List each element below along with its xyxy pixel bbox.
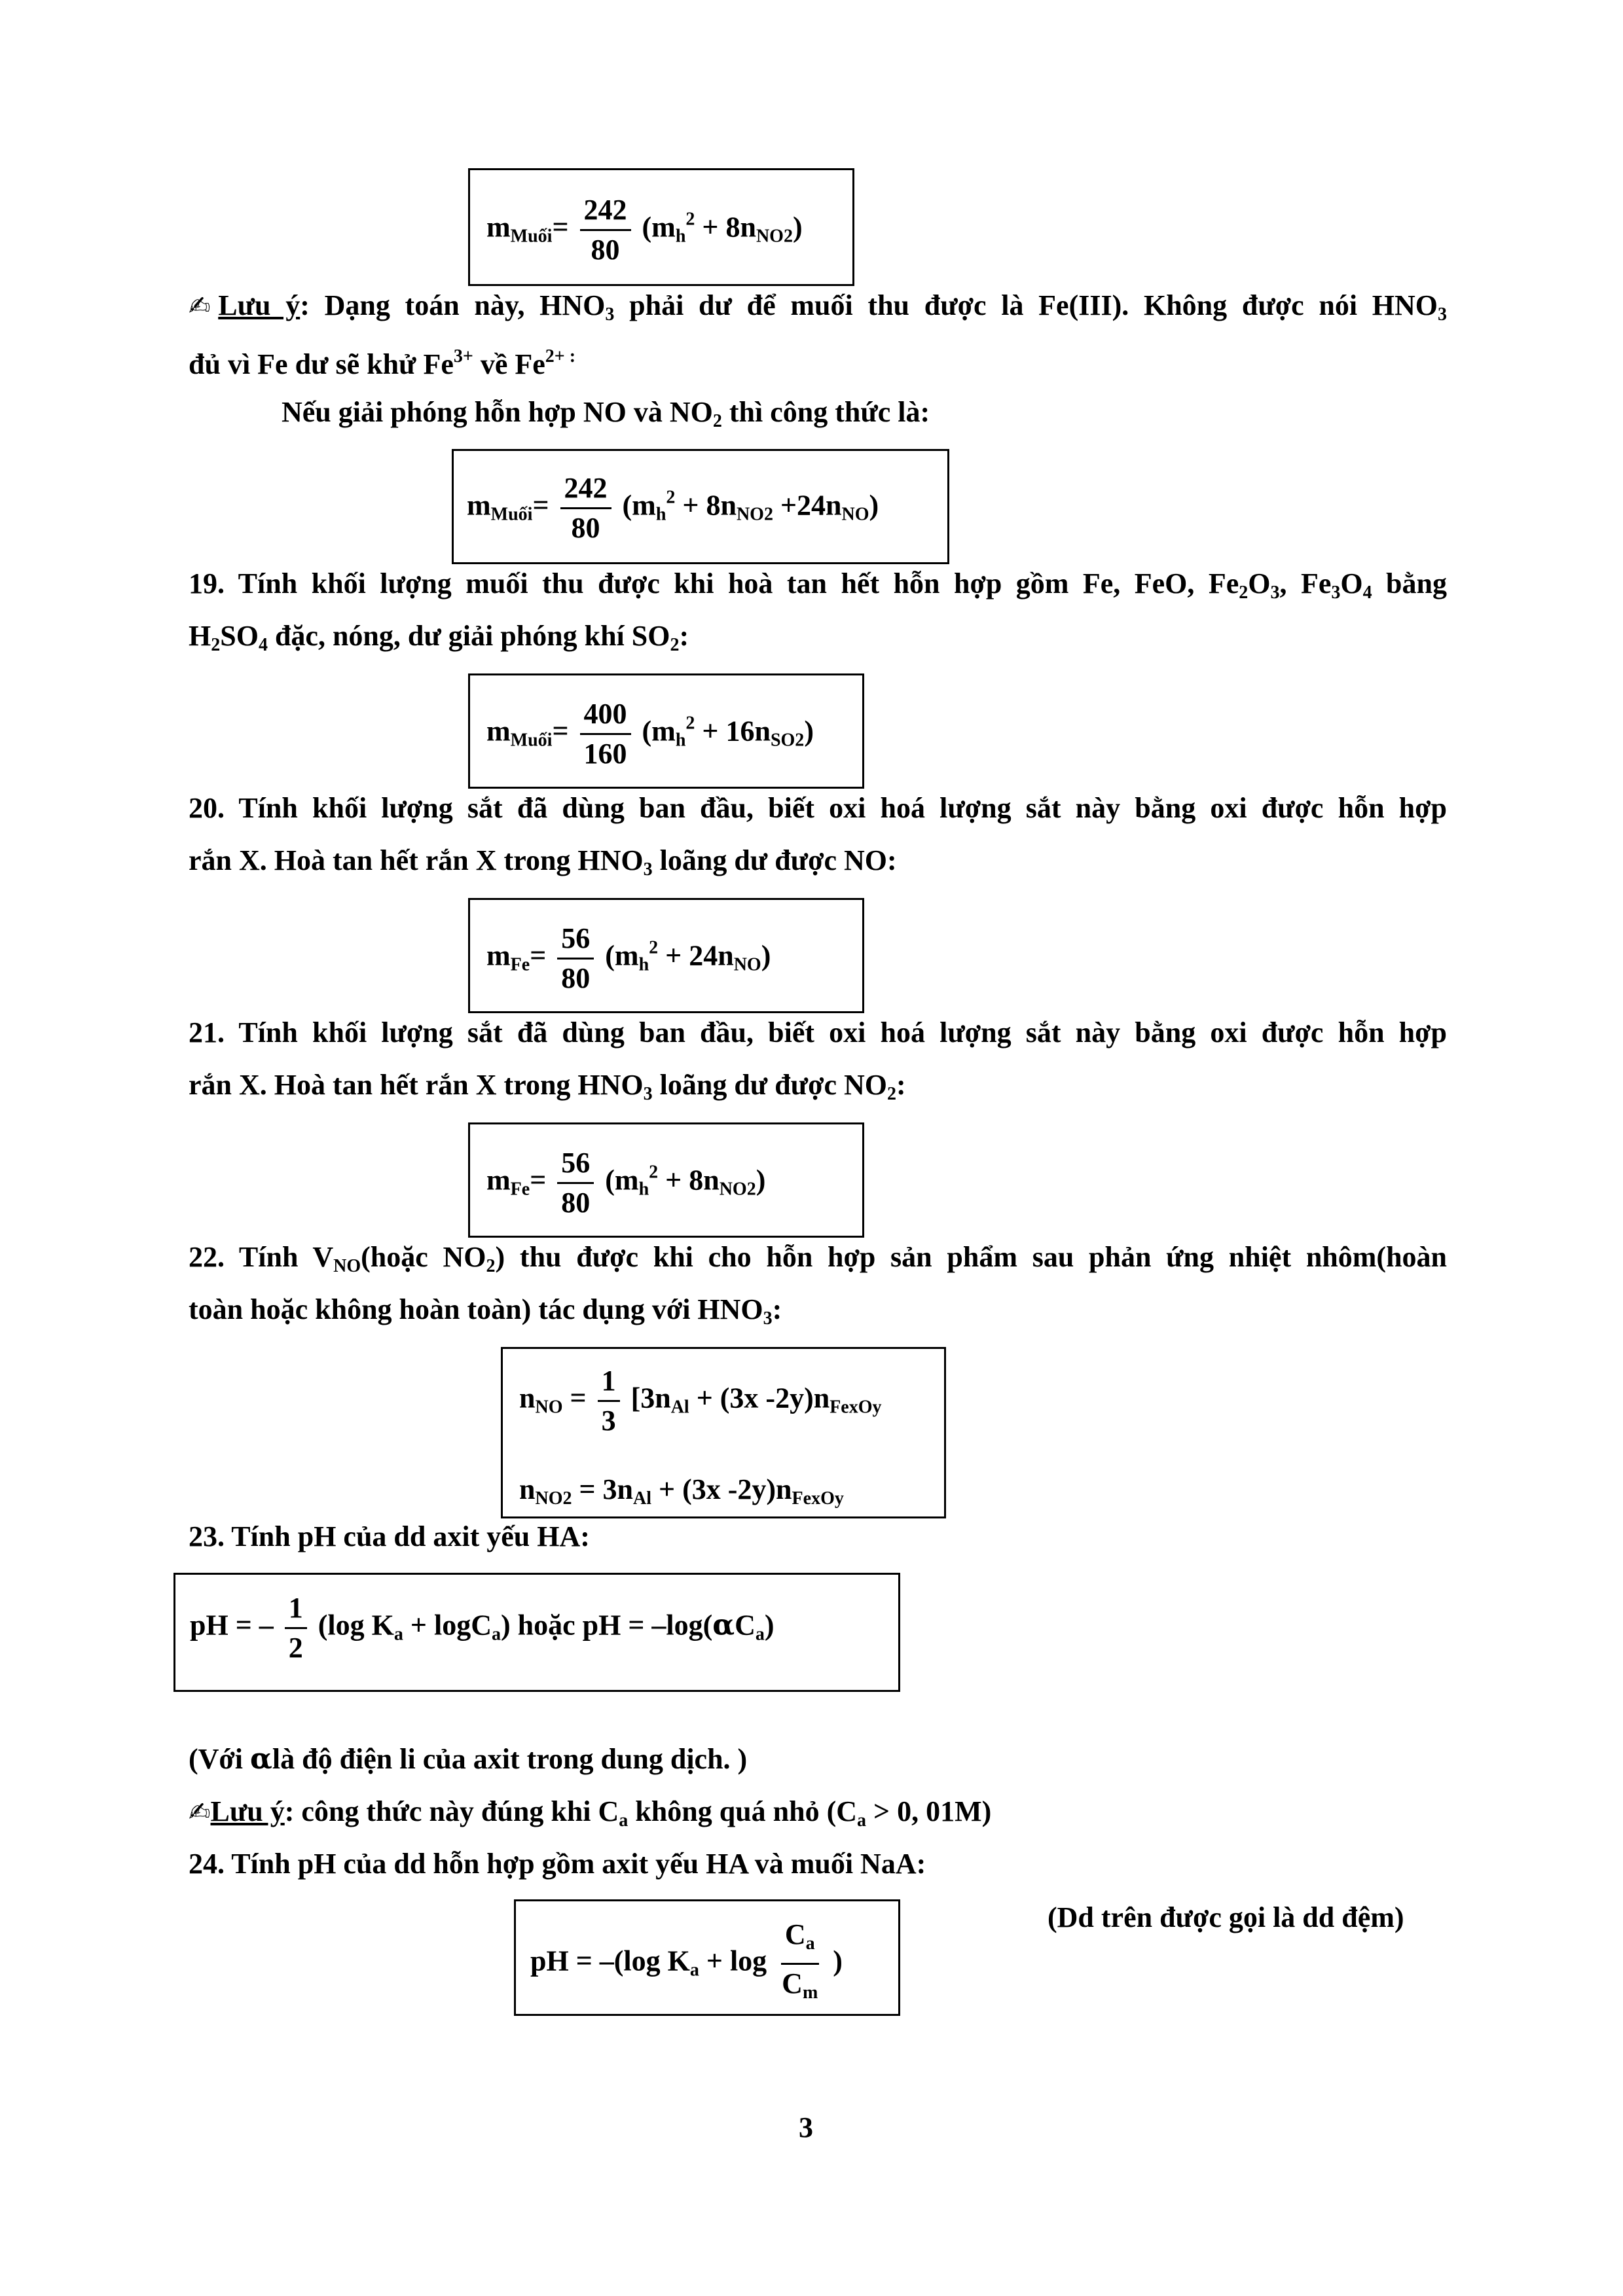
section-sub: 3	[643, 859, 653, 880]
note-text: về Fe	[473, 348, 545, 380]
section-text: toàn hoặc không hoàn toàn) tác dụng với HNO	[189, 1293, 763, 1325]
formula-text: m	[486, 939, 511, 972]
fraction-denominator: 80	[571, 512, 600, 544]
fraction-numerator: 242	[580, 191, 631, 231]
formula-text: C	[784, 1918, 806, 1950]
formula-22-row-2	[519, 1473, 844, 1515]
formula-text: =	[530, 939, 547, 972]
fraction-numerator	[781, 1916, 819, 1965]
fraction-numerator: 56	[557, 1144, 594, 1184]
section-text: bằng	[1372, 567, 1447, 600]
formula-sub: NO	[733, 954, 761, 975]
formula-text: )	[764, 1609, 775, 1641]
note-text: không quá nhỏ (C	[628, 1795, 858, 1827]
section-sub: 2	[670, 635, 680, 655]
section-20-line-2	[189, 841, 897, 889]
fraction	[580, 191, 631, 269]
formula-sub: a	[805, 1933, 815, 1954]
formula-sub: a	[755, 1624, 765, 1645]
fraction-numerator: 242	[560, 469, 611, 509]
fraction-denominator: 80	[561, 1187, 591, 1219]
formula-mix	[467, 469, 879, 547]
note-text: phải dư để muối thu được là Fe(III). Không được nói HNO	[614, 289, 1438, 321]
formula-text: n	[519, 1382, 536, 1414]
fraction-numerator: 1	[285, 1589, 307, 1629]
formula-sub: NO2	[736, 504, 773, 525]
formula-text: = 3n	[572, 1473, 634, 1505]
formula-21	[486, 1144, 765, 1222]
section-sub: 2	[1239, 583, 1249, 603]
section-23-title	[189, 1517, 590, 1556]
formula-text: + log	[699, 1945, 775, 1977]
section-text: (hoặc NO	[361, 1241, 486, 1273]
formula-text: (m	[642, 211, 676, 243]
formula-sub: a	[689, 1960, 699, 1981]
fraction	[560, 469, 611, 547]
section-text: 20. Tính khối lượng sắt đã dùng ban đầu, biết oxi hoá lượng sắt này bằng oxi được hỗn hợp	[189, 792, 1447, 824]
formula-sub: m	[802, 1982, 818, 2003]
section-text: ) thu được khi cho hỗn hợp sản phẩm sau phản ứng nhiệt nhôm(hoàn	[495, 1241, 1448, 1273]
section-text: , Fe	[1279, 567, 1332, 600]
formula-text: =	[562, 1382, 594, 1414]
section-text: :	[679, 620, 689, 652]
formula-sup: 2	[685, 209, 695, 230]
section-text: rắn X. Hoà tan hết rắn X trong HNO	[189, 844, 644, 876]
note-text: công thức này đúng khi C	[294, 1795, 619, 1827]
formula-text: =	[532, 489, 549, 522]
formula-sup: 2	[666, 487, 676, 508]
fraction-numerator: 400	[580, 695, 631, 735]
formula-sub: NO	[535, 1397, 563, 1418]
section-text: loãng dư được NO:	[652, 844, 897, 876]
formula-text: C	[782, 1967, 803, 2000]
fraction-denominator: 160	[583, 738, 627, 770]
section-19-line-2	[189, 617, 689, 665]
section-sub: 3	[643, 1084, 653, 1104]
formula-text: m	[486, 715, 511, 747]
section-text: 22. Tính V	[189, 1241, 334, 1273]
formula-sup: 2	[649, 937, 659, 958]
formula-sub: Fe	[510, 954, 530, 975]
formula-sub: a	[491, 1624, 501, 1645]
formula-sub: NO	[841, 504, 869, 525]
formula-sub: h	[638, 954, 649, 975]
formula-box-20	[468, 898, 864, 1013]
formula-text: (m	[605, 939, 639, 972]
formula-text: )	[833, 1945, 843, 1977]
fraction	[598, 1362, 620, 1440]
formula-18	[486, 191, 803, 269]
formula-text: (log K	[318, 1609, 394, 1641]
section-text: 19. Tính khối lượng muối thu được khi hoà tan hết hỗn hợp gồm Fe, FeO, Fe	[189, 567, 1239, 600]
formula-text: pH = –(log K	[530, 1945, 690, 1977]
formula-text: )	[761, 939, 771, 972]
fraction-denominator	[778, 1965, 822, 2012]
section-text: 21. Tính khối lượng sắt đã dùng ban đầu, biết oxi hoá lượng sắt này bằng oxi được hỗn hợp	[189, 1016, 1447, 1049]
note-text: là độ điện li của axit trong dung dịch. )	[272, 1743, 748, 1775]
pen-icon: ✍	[189, 291, 219, 321]
formula-sub: h	[655, 504, 666, 525]
section-sub: 3	[763, 1308, 773, 1329]
formula-text: (m	[622, 489, 656, 522]
note-sub: 3	[605, 304, 615, 325]
fraction	[557, 920, 594, 997]
fraction	[778, 1916, 822, 2012]
intro-text: thì công thức là:	[721, 396, 930, 428]
section-24-title	[189, 1844, 926, 1884]
formula-text: (m	[605, 1164, 639, 1196]
formula-box-mix	[452, 449, 949, 564]
section-text: 23. Tính pH của dd axit yếu HA:	[189, 1520, 590, 1552]
section-sub: 2	[211, 635, 221, 655]
fraction-numerator: 1	[598, 1362, 620, 1402]
note-23	[189, 1740, 747, 1779]
fraction	[285, 1589, 307, 1667]
note-text: (Với	[189, 1743, 251, 1775]
formula-sub: NO2	[719, 1179, 756, 1200]
formula-text: =	[530, 1164, 547, 1196]
fraction-denominator: 80	[591, 234, 620, 266]
formula-19	[486, 695, 814, 773]
fraction-denominator: 3	[601, 1405, 616, 1437]
note-sup: 2+ :	[545, 346, 576, 367]
section-sub: 4	[258, 635, 268, 655]
note-text: > 0, 01M)	[866, 1795, 992, 1827]
formula-sub: NO2	[535, 1488, 572, 1509]
section-sub: 3	[1331, 583, 1341, 603]
section-text: O	[1340, 567, 1363, 600]
formula-sub: h	[675, 226, 686, 247]
side-note-text: (Dd trên được gọi là dd đệm)	[1048, 1901, 1404, 1933]
formula-text: + (3x -2y)n	[689, 1382, 830, 1414]
note-label: Lưu ý	[218, 289, 301, 321]
note-sup: 3+	[453, 346, 473, 367]
formula-text: pH = –	[190, 1609, 274, 1641]
section-20-line-1	[189, 789, 1447, 828]
section-text: :	[772, 1293, 782, 1325]
formula-sub: Al	[670, 1397, 689, 1418]
formula-box-21	[468, 1122, 864, 1238]
formula-sub: h	[675, 730, 686, 751]
note-line-1	[189, 286, 1447, 334]
formula-sub: Muối	[510, 226, 553, 247]
formula-text: + logC	[403, 1609, 492, 1641]
intro-sub: 2	[712, 411, 722, 431]
formula-box-22	[501, 1347, 946, 1518]
formula-text: ) hoặc pH = –log(	[500, 1609, 713, 1641]
formula-box-18	[468, 168, 854, 286]
note-text: Dạng toán này, HNO	[309, 289, 606, 321]
formula-text: )	[804, 715, 814, 747]
formula-text: =	[552, 715, 569, 747]
formula-sub: SO2	[770, 730, 805, 751]
formula-text: + 8n	[658, 1164, 720, 1196]
alpha-symbol: α	[712, 1608, 735, 1642]
formula-box-23	[173, 1573, 900, 1692]
fraction-denominator: 80	[561, 962, 591, 994]
alpha-symbol: α	[250, 1742, 272, 1776]
section-22-line-1	[189, 1238, 1447, 1286]
formula-text: =	[552, 211, 569, 243]
section-text: rắn X. Hoà tan hết rắn X trong HNO	[189, 1069, 644, 1101]
formula-text: + 8n	[695, 211, 756, 243]
section-text: H	[189, 620, 211, 652]
section-21-line-2	[189, 1066, 906, 1114]
formula-sub: FexOy	[830, 1397, 882, 1418]
section-text: đặc, nóng, dư giải phóng khí SO	[267, 620, 670, 652]
formula-text: [3n	[630, 1382, 671, 1414]
note-sub: a	[619, 1810, 629, 1831]
formula-box-19	[468, 673, 864, 789]
formula-sub: Muối	[490, 504, 533, 525]
fraction	[557, 1144, 594, 1222]
formula-text: C	[735, 1609, 756, 1641]
note-colon: :	[284, 1795, 295, 1827]
formula-sub: Fe	[510, 1179, 530, 1200]
formula-text: )	[792, 211, 803, 243]
note-label: Lưu ý	[210, 1795, 285, 1827]
formula-text: +24n	[773, 489, 842, 522]
fraction-denominator: 2	[288, 1632, 303, 1664]
intro-text: Nếu giải phóng hỗn hợp NO và NO	[282, 396, 713, 428]
formula-box-24	[514, 1899, 900, 2016]
mix-intro	[282, 393, 930, 441]
formula-23	[190, 1589, 775, 1667]
formula-text: + 16n	[695, 715, 771, 747]
note-sub: 3	[1438, 304, 1448, 325]
section-sub: 2	[886, 1084, 896, 1104]
formula-sub: NO2	[756, 226, 793, 247]
formula-sub: a	[393, 1624, 403, 1645]
formula-text: )	[869, 489, 879, 522]
note-line-3	[189, 1792, 991, 1840]
section-21-line-1	[189, 1013, 1447, 1052]
section-22-line-2	[189, 1290, 782, 1338]
section-text: :	[896, 1069, 906, 1101]
formula-sup: 2	[649, 1162, 659, 1183]
section-19-line-1	[189, 564, 1447, 613]
formula-text: n	[519, 1473, 536, 1505]
formula-text: m	[486, 1164, 511, 1196]
formula-text: )	[756, 1164, 766, 1196]
section-sub: 2	[486, 1256, 496, 1276]
section-text: 24. Tính pH của dd hỗn hợp gồm axit yếu HA và muối NaA:	[189, 1848, 926, 1880]
pen-icon: ✍	[189, 1797, 211, 1827]
formula-20	[486, 920, 771, 997]
section-text: loãng dư được NO	[652, 1069, 887, 1101]
formula-text: m	[486, 211, 511, 243]
note-text: đủ vì Fe dư sẽ khử Fe	[189, 348, 454, 380]
formula-sub: Muối	[510, 730, 553, 751]
section-24-side-note	[1048, 1898, 1404, 1937]
fraction	[580, 695, 631, 773]
formula-sub: h	[638, 1179, 649, 1200]
formula-24	[530, 1916, 843, 2012]
section-sub: 3	[1270, 583, 1280, 603]
section-sub: NO	[333, 1256, 361, 1276]
note-sub: a	[857, 1810, 867, 1831]
section-sub: 4	[1362, 583, 1372, 603]
formula-text: + 8n	[675, 489, 737, 522]
formula-22-row-1	[519, 1362, 882, 1440]
formula-sub: Al	[633, 1488, 652, 1509]
fraction-numerator: 56	[557, 920, 594, 960]
page-number: 3	[799, 2111, 813, 2144]
formula-text: + 24n	[658, 939, 734, 972]
note-line-2	[189, 337, 575, 384]
note-colon: :	[300, 289, 310, 321]
section-text: SO	[220, 620, 259, 652]
formula-sup: 2	[685, 713, 695, 734]
formula-sub: FexOy	[792, 1488, 844, 1509]
formula-text: (m	[642, 715, 676, 747]
section-text: O	[1248, 567, 1271, 600]
formula-text: + (3x -2y)n	[651, 1473, 792, 1505]
formula-text: m	[467, 489, 491, 522]
